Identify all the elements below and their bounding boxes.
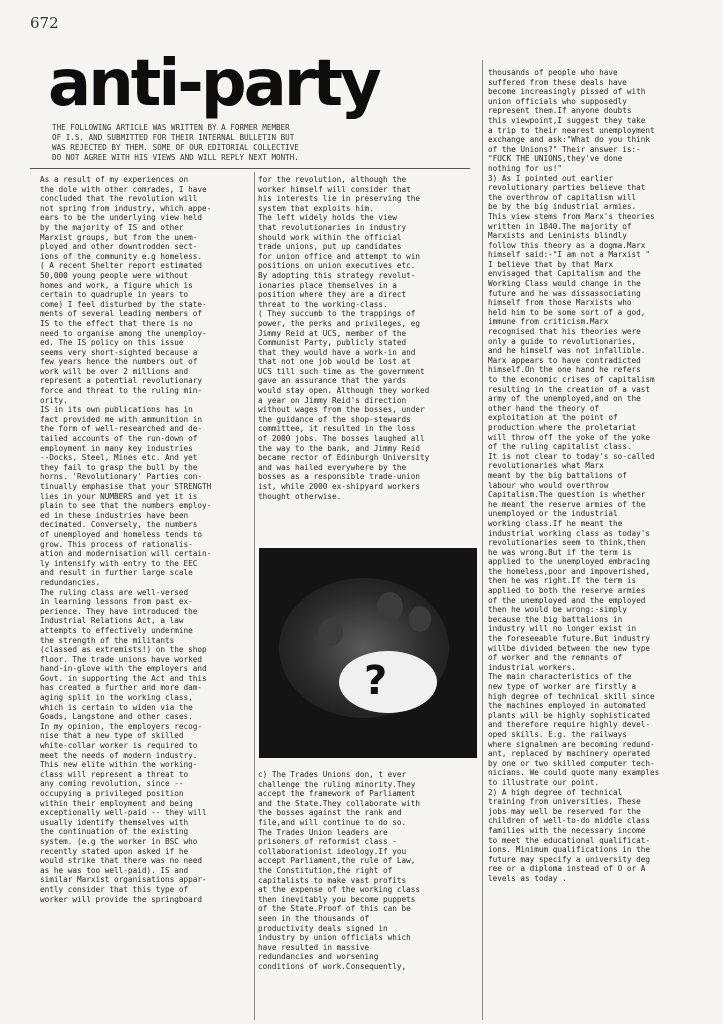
editorial-intro: THE FOLLOWING ARTICLE WAS WRITTEN BY A FORMER MEMBER OF I.S. AND SUBMITTED FOR THEIR INTERNAL BULLETIN BUT WAS REJECTED BY THEM. SOME OF OUR EDITORIAL COLLECTIVE DO NOT AGREE WITH HIS VIEWS AND WILL REPLY NEXT MONTH. — [52, 123, 299, 162]
column-divider-right — [482, 60, 483, 1020]
question-mark-placard-photo — [259, 548, 477, 758]
article-column-3: thousands of people who have suffered from these deals have become increasingly pissed of with union officials who supposedly represent them.If anyone doubts this viewpoint,I suggest they take a trip to their nearest unemployment exchange and ask:"What do you think of the Unions?" Their answer is:- "FUCK THE UNIONS,they've done nothing for us!" 3) As I pointed out earlier revolutionary parties believe that the overthrow of capitalism will be by the big industrial armies. This view stems from Marx's theories written in 1840.The majority of Marxists and Leninists blindly follow this theory as a dogma.Marx himself said:-"I am not a Marxist " I believe that by that Marx envisaged that Capitalism and the Working Class would change in the future and he was dissassociating himself from those Marxists who held him to be some sort of a god, immune from criticism.Marx recognised that his theories were only a guide to revolutionaries, and he himself was not infallible. Marx appears to have contradicted himself.On the one hand he refers to the economic crises of capitalism resulting in the creation of a vast army of the unemployed,and on the other hand the theory of exploitation at the point of production where the proletariat will throw off the yoke of the yoke of the ruling capitalist class. It is not clear to today's so-called revolutionaries what Marx meant by the big battalions of labour who would overthrow Capitalism.The question is whether he meant the reserve armies of the unemployed or the industrial working class.If he meant the industrial working class as today's revolutionaries seem to think,then he was wrong.But if the term is applied to the unemployed embracing the homeless,poor and impoverished, then he was right.If the term is applied to both the reserve armies of the unemployed and the employed then he would be wrong:-simply because the big battalions in industry will no longer exist in the foreseeable future.But industry willbe divided between the new type of worker and the remnants of industrial workers. The main characteristics of the new type of worker are firstly a high degree of technical skill since the machines employed in automated plants will be highly sophisticated and therefore require highly devel- oped skills. E.g. the railways where signalmen are becoming redund- ant, replaced by machinery operated by one or two skilled computer tech- nicians. We could quote many examples to illustrate our point. 2) A high degree of technical training from universities. These jobs may well be reserved for the children of well-to-do middle class families with the necessary income to meet the educational qualificat- ions. Minimum qualifications in the future may specify a university deg ree or a diploma instead of O or A levels as today . — [488, 68, 660, 883]
page-number: 672 — [30, 14, 59, 32]
photo-figure — [377, 592, 403, 622]
header-rule — [30, 168, 470, 169]
photo-figure — [409, 606, 431, 632]
photo-figure — [319, 618, 343, 646]
question-mark-icon: ? — [364, 658, 388, 704]
column-divider-left — [254, 172, 255, 1020]
article-headline: anti-party — [48, 47, 379, 121]
article-column-1: As a result of my experiences on the dole with other comrades, I have concluded that the revolution will not spring from industry, which appe- ears to be the underlying view held by the majority of IS and other Marxist groups, but from the unem- ployed and other downtrodden sect- ions of the community e.g homeless. ( A recent Shelter report estimated 50,000 young people were without homes and work, a figure which is certain to quadruple in years to come) I feel disturbed by the state- ments of several leading members of IS to the effect that there is no need to organise among the unemploy- ed. The IS policy on this issue seems very short-sighted because a few years hence the numbers out of work will be over 2 millions and represent a potential revolutionary force and threat to the ruling min- ority. IS in its own publications has in fact provided me with ammunition in the form of well-researched and de- tailed accounts of the run-down of employment in many key industries --Docks, Steel, Mines etc. And yet they fail to grasp the bull by the horns. 'Revolutionary' Parties con- tinually emphasise that your STRENGTH lies in your NUMBERS and yet it is plain to see that the numbers employ- ed in these industries have been decimated. Conversely, the numbers of unemployed and homeless tends to grow. This process of rationalis- ation and modernisation will certain- ly intensify with entry to the EEC and result in further large scale redundancies. The ruling class are well-versed in learning lessons from past ex- perience. They have introduced the Industrial Relations Act, a law attempts to effectively undermine the strength of the militants (classed as extremists!) on the shop floor. The trade unions have worked hand-in-glove with the employers and Govt. in supporting the Act and this has created a further and more dam- aging split in the working class, which is certain to widen via the Goads, Langstone and other cases. In my opinion, the employers recog- nise that a new type of skilled white-collar worker is required to meet the needs of modern industry. This new elite within the working- class will represent a threat to any coming revolution, since -- occupying a privileged position within their employment and being exceptionally well-paid -- they will usually identify themselves with the continuation of the existing system. (e.g the worker in BSC who recently stated upon asked if he would strike that there was no need as he was too well-paid). IS and similar Marxist organisations appar- ently consider that this type of worker will provide the springboard — [40, 175, 212, 904]
article-column-2-bottom: c) The Trades Unions don, t ever challenge the ruling minority.They accept the framework of Parliament and the State.They collaborate with the bosses against the rank and file,and will continue to do so. The Trades Union leaders are prisoners of reformist class - collaborationist ideology.If you accept Parliament,the rule of Law, the Constitution,the right of capitalists to make vast profits at the expense of the working class then inevitably you become puppets of the State.Proof of this can be seen in the thousands of productivity deals signed in industry by union officials which have resulted in massive redundancies and worsening conditions of work.Consequently, — [258, 770, 420, 971]
article-column-2-top: for the revolution, although the worker himself will consider that his interests lie in preserving the system that exploits him. The left widely holds the view that revolutionaries in industry should work within the official trade unions, put up candidates for union office and attempt to win positions on union executives etc. By adopting this strategy revolut- ionaries place themselves in a position where they are a direct threat to the working-class. ( They succumb to the trappings of power, the perks and privileges, eg Jimmy Reid at UCS, member of the Communist Party, publicly stated that they would have a work-in and that not one job would be lost at UCS till such time as the government gave an assurance that the yards would stay open. Although they worked a year on Jimmy Reid's direction without wages from the bosses, under the guidance of the shop-stewards committee, it resulted in the loss of 2000 jobs. The bosses laughed all the way to the bank, and Jimmy Reid became rector of Edinburgh University and was hailed everywhere by the bosses as a responsible trade-union ist, while 2000 ex-shipyard workers thought otherwise. — [258, 175, 430, 501]
placard — [339, 651, 437, 713]
